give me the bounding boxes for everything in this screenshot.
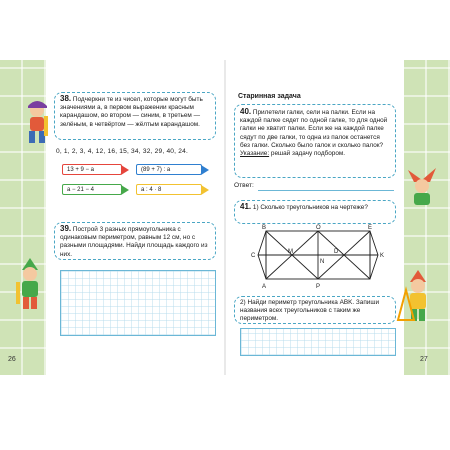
task-41-text-2	[240, 299, 390, 324]
label-m: M	[288, 249, 293, 255]
task-41-part-1: 1) Сколько треугольников на чертеже?	[252, 204, 368, 211]
pencil-tip	[121, 185, 129, 195]
answer-grid-right[interactable]	[240, 328, 396, 356]
book-spread	[0, 60, 450, 375]
pencil-green	[62, 184, 122, 195]
hint-text: решай задачу подбором.	[270, 150, 346, 158]
page-number-left: 26	[8, 356, 16, 363]
pencil-tip	[121, 165, 129, 175]
task-39-number: 39.	[60, 224, 72, 233]
task-38-text	[60, 95, 210, 129]
expression-1: 13 + 9 − a	[67, 167, 95, 173]
section-title: Старинная задача	[238, 93, 301, 100]
character-gnome-illustration	[12, 258, 48, 314]
pencil-blue	[136, 164, 202, 175]
task-38-statement: Подчеркни те из чисел, которые могут быть значениями а, в первом выражении красным карандашом, во втором — синим, в третьем — зелёным, в четвёртом — жёлтым карандашом.	[60, 96, 203, 128]
number-sequence: 0, 1, 2, 3, 4, 12, 16, 15, 34, 32, 29, 40, 24.	[56, 148, 189, 155]
label-c: C	[251, 253, 256, 259]
pencil-tip	[201, 185, 209, 195]
task-39-text	[60, 225, 210, 259]
character-gnome-ruler-illustration	[396, 270, 440, 326]
task-41-text-1	[240, 203, 390, 212]
label-b: B	[262, 225, 267, 231]
task-41-number: 41.	[240, 202, 252, 211]
pencil-tip	[201, 165, 209, 175]
expression-4: a : 4 · 8	[141, 187, 162, 193]
expression-2: (89 + 7) : a	[141, 167, 171, 173]
character-pirate-illustration	[20, 98, 54, 146]
puzzle-border-right	[404, 60, 450, 375]
page-number-right: 27	[420, 356, 428, 363]
pencil-yellow	[136, 184, 202, 195]
pencil-red	[62, 164, 122, 175]
task-40-statement: Прилетели галки, сели на палки. Если на каждой палке сядет по одной галке, то для одной галки не хватит палки. Если же на каждой палке сядут по две галки, то одна из палок останется без галки. Сколько было галок и сколько палок?	[240, 109, 388, 149]
label-a: A	[262, 284, 267, 290]
answer-line[interactable]	[258, 190, 394, 191]
label-k: K	[380, 253, 385, 259]
task-39-statement: Построй 3 разных прямоугольника с одинаковым периметром, равным 12 см, но с разными площадями. Найди площадь каждого из них.	[60, 226, 208, 258]
task-40-number: 40.	[240, 107, 252, 116]
label-n: N	[320, 259, 325, 265]
left-page	[8, 60, 224, 375]
task-40-text	[240, 108, 390, 158]
task-38-number: 38.	[60, 94, 72, 103]
character-jester-illustration	[402, 164, 442, 208]
right-page	[226, 60, 428, 375]
answer-label: Ответ:	[234, 182, 254, 189]
task-41-part-2: 2) Найди периметр треугольника ABK. Запиши названия всех треугольников с таким же периметром.	[240, 299, 380, 323]
expression-3: a − 21 − 4	[67, 187, 95, 193]
label-o: O	[316, 225, 321, 231]
label-e: E	[368, 225, 373, 231]
label-p: P	[316, 284, 321, 290]
hint-label: Указание:	[240, 150, 270, 158]
label-d: D	[334, 249, 339, 255]
answer-grid[interactable]	[60, 270, 216, 336]
geometry-figure	[250, 223, 390, 293]
